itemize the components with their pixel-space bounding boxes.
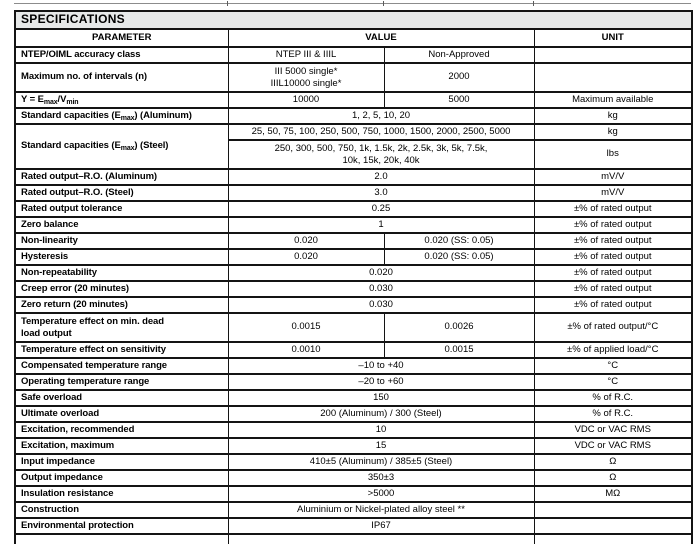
param-cell: Excitation, maximum [15, 438, 228, 454]
table-row [15, 486, 692, 502]
value-cell: >5000 [228, 486, 534, 502]
param-cell: Standard capacities $(E_{max})$ (Steel) [15, 124, 228, 169]
param-cell: Temperature effect on sensitivity [15, 342, 228, 358]
table-row [15, 406, 692, 422]
table-row [15, 502, 692, 518]
cropped-column-tick [533, 1, 534, 6]
param-cell: $Y = E_{max}/V_{min}$ [15, 92, 228, 108]
value-cell: 200 (Aluminum) / 300 (Steel) [228, 406, 534, 422]
value-cell: 0.020 [228, 249, 384, 265]
table-row [15, 470, 692, 486]
unit-cell: ±% of rated output [534, 201, 692, 217]
value-cell: 0.020 [228, 265, 534, 281]
table-row [15, 390, 692, 406]
unit-cell: ±% of rated output [534, 281, 692, 297]
table-row [15, 201, 692, 217]
param-cell: Safe overload [15, 390, 228, 406]
value-cell: 0.0010 [228, 342, 384, 358]
value-cell: 10000 [228, 92, 384, 108]
value-cell: 150 [228, 390, 534, 406]
value-cell: 2.0 [228, 169, 534, 185]
table-row [15, 185, 692, 201]
unit-cell: VDC or VAC RMS [534, 438, 692, 454]
param-cell: Hysteresis [15, 249, 228, 265]
table-title: SPECIFICATIONS [15, 11, 692, 29]
unit-cell: ±% of rated output [534, 297, 692, 313]
unit-cell: kg [534, 108, 692, 124]
value-cell: 410±5 (Aluminum) / 385±5 (Steel) [228, 454, 534, 470]
value-line: III 5000 single* [274, 66, 338, 78]
table-row [15, 108, 692, 124]
value-cell: NTEP III & IIIL [228, 47, 384, 63]
param-cell: Standard capacities $(E_{max})$ (Aluminum) [15, 108, 228, 124]
table-row [15, 534, 692, 544]
table-row [15, 249, 692, 265]
param-cell: Compensated temperature range [15, 358, 228, 374]
subscript: max [120, 114, 135, 122]
unit-cell [534, 63, 692, 92]
table-row [15, 358, 692, 374]
cropped-column-tick [383, 1, 384, 6]
param-cell: Excitation, recommended [15, 422, 228, 438]
value-cell [228, 140, 534, 169]
unit-cell: ±% of rated output [534, 249, 692, 265]
value-cell: 1 [228, 217, 534, 233]
param-cell: Environmental protection [15, 518, 228, 534]
value-cell [228, 534, 534, 544]
table-row [15, 374, 692, 390]
specifications-table [14, 10, 693, 544]
param-line: load output [21, 327, 72, 339]
unit-cell: °C [534, 374, 692, 390]
unit-cell [534, 47, 692, 63]
unit-cell: ±% of rated output [534, 217, 692, 233]
value-cell: 10 [228, 422, 534, 438]
param-cell: Rated output–R.O. (Steel) [15, 185, 228, 201]
param-cell: Rated output tolerance [15, 201, 228, 217]
param-cell: Non-repeatability [15, 265, 228, 281]
unit-cell: ±% of rated output [534, 265, 692, 281]
unit-cell: mV/V [534, 185, 692, 201]
value-cell: 15 [228, 438, 534, 454]
param-cell: Insulation resistance [15, 486, 228, 502]
cropped-table-bottom-rule [14, 3, 691, 4]
value-line: IIIL10000 single* [270, 77, 342, 89]
param-cell: Zero balance [15, 217, 228, 233]
value-cell: 2000 [384, 63, 534, 92]
table-row [15, 518, 692, 534]
table-row [15, 47, 692, 63]
value-line: 10k, 15k, 20k, 40k [342, 154, 420, 166]
col-header-unit: UNIT [534, 29, 692, 47]
unit-cell: Ω [534, 470, 692, 486]
table-row [15, 438, 692, 454]
value-cell: –20 to +60 [228, 374, 534, 390]
unit-cell: % of R.C. [534, 406, 692, 422]
param-cell: Maximum no. of intervals (n) [15, 63, 228, 92]
value-cell: Non-Approved [384, 47, 534, 63]
unit-cell: ±% of rated output/°C [534, 313, 692, 342]
unit-cell: Ω [534, 454, 692, 470]
table-row [15, 124, 692, 140]
subscript: max [43, 98, 58, 106]
param-cell: Rated output–R.O. (Aluminum) [15, 169, 228, 185]
value-cell [228, 63, 384, 92]
unit-cell: lbs [534, 140, 692, 169]
unit-cell: ±% of rated output [534, 233, 692, 249]
unit-cell: % of R.C. [534, 390, 692, 406]
param-cell: Creep error (20 minutes) [15, 281, 228, 297]
table-row [15, 281, 692, 297]
value-cell: 0.030 [228, 281, 534, 297]
param-cell: Zero return (20 minutes) [15, 297, 228, 313]
param-cell: Non-linearity [15, 233, 228, 249]
subscript: min [66, 98, 79, 106]
unit-cell: VDC or VAC RMS [534, 422, 692, 438]
value-cell: 0.020 (SS: 0.05) [384, 233, 534, 249]
unit-cell: MΩ [534, 486, 692, 502]
col-header-value: VALUE [228, 29, 534, 47]
column-header-row [15, 29, 692, 47]
table-row [15, 297, 692, 313]
table-row [15, 63, 692, 92]
unit-cell: mV/V [534, 169, 692, 185]
param-line: Temperature effect on min. dead [21, 316, 164, 328]
table-row [15, 265, 692, 281]
value-cell: 0.030 [228, 297, 534, 313]
table-row [15, 342, 692, 358]
value-cell: 3.0 [228, 185, 534, 201]
param-cell: Input impedance [15, 454, 228, 470]
value-cell: 0.0015 [384, 342, 534, 358]
value-cell: 0.0015 [228, 313, 384, 342]
table-row [15, 92, 692, 108]
value-cell: –10 to +40 [228, 358, 534, 374]
value-line: 250, 300, 500, 750, 1k, 1.5k, 2k, 2.5k, 3k, 5k, 7.5k, [274, 143, 488, 155]
col-header-parameter: PARAMETER [15, 29, 228, 47]
value-cell: 25, 50, 75, 100, 250, 500, 750, 1000, 1500, 2000, 2500, 5000 [228, 124, 534, 140]
value-cell: 0.0026 [384, 313, 534, 342]
value-cell: 0.020 [228, 233, 384, 249]
unit-cell [534, 502, 692, 518]
cropped-column-tick [227, 1, 228, 6]
unit-cell: Maximum available [534, 92, 692, 108]
value-cell: IP67 [228, 518, 534, 534]
param-cell [15, 534, 228, 544]
subscript: max [120, 145, 135, 153]
value-cell: Aluminium or Nickel-plated alloy steel ** [228, 502, 534, 518]
table-row [15, 169, 692, 185]
value-cell: 350±3 [228, 470, 534, 486]
param-cell: Output impedance [15, 470, 228, 486]
unit-cell: °C [534, 358, 692, 374]
unit-cell [534, 518, 692, 534]
unit-cell [534, 534, 692, 544]
value-cell: 0.25 [228, 201, 534, 217]
table-row [15, 217, 692, 233]
param-cell [15, 313, 228, 342]
table-title-row [15, 11, 692, 29]
value-cell: 5000 [384, 92, 534, 108]
param-cell: NTEP/OIML accuracy class [15, 47, 228, 63]
param-cell: Operating temperature range [15, 374, 228, 390]
param-cell: Ultimate overload [15, 406, 228, 422]
table-row [15, 233, 692, 249]
table-row [15, 313, 692, 342]
value-cell: 0.020 (SS: 0.05) [384, 249, 534, 265]
unit-cell: ±% of applied load/°C [534, 342, 692, 358]
param-cell: Construction [15, 502, 228, 518]
table-row [15, 454, 692, 470]
value-cell: 1, 2, 5, 10, 20 [228, 108, 534, 124]
unit-cell: kg [534, 124, 692, 140]
table-row [15, 422, 692, 438]
